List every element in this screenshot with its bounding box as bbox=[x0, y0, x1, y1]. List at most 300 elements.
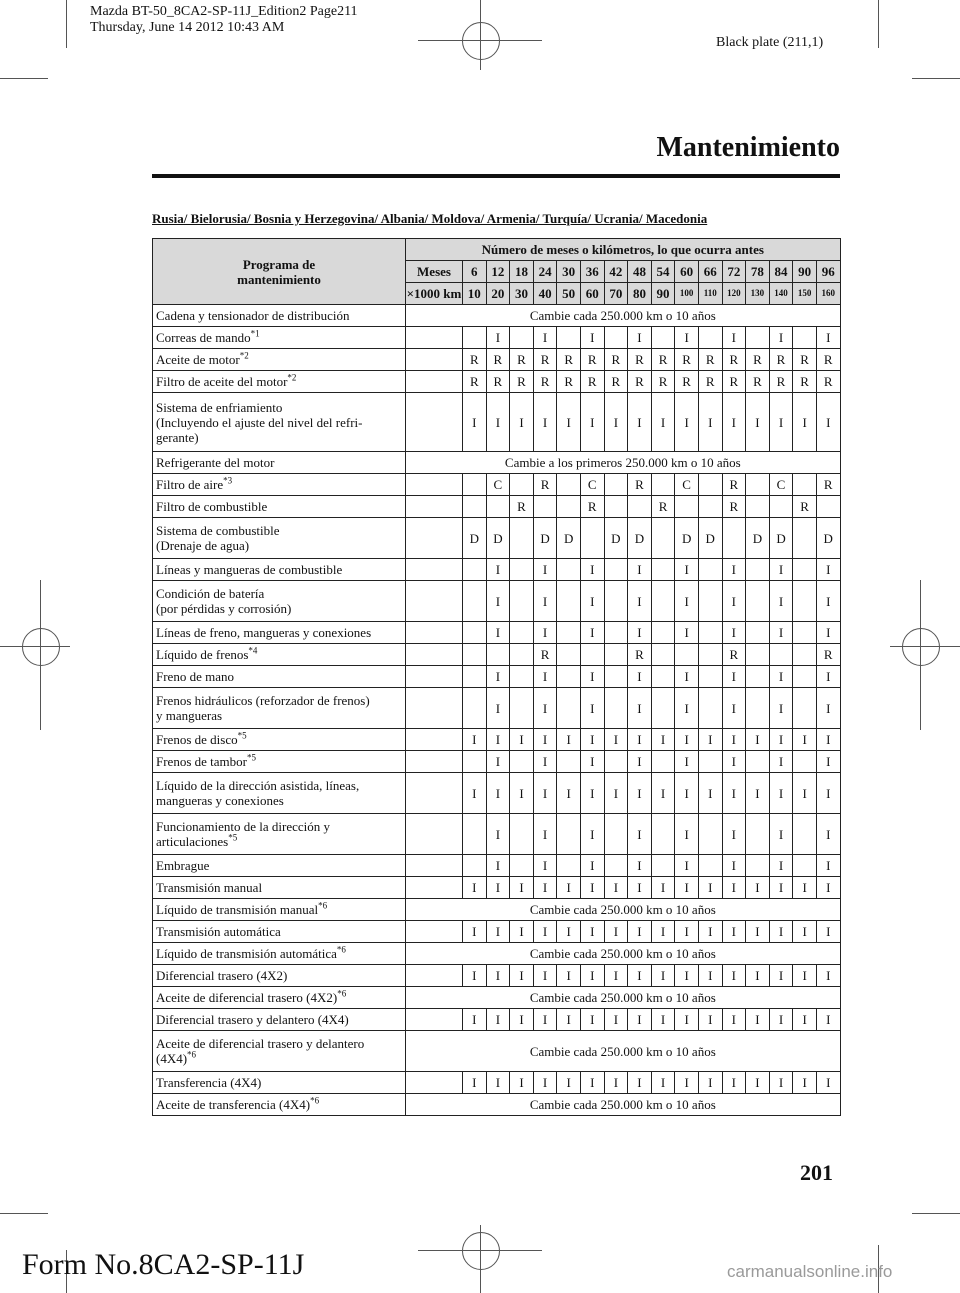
schedule-cell: I bbox=[746, 729, 770, 751]
km-header: 160 bbox=[816, 283, 840, 305]
schedule-cell bbox=[557, 474, 581, 496]
footnote-ref: *6 bbox=[337, 988, 347, 999]
km-header: 150 bbox=[793, 283, 817, 305]
schedule-cell: I bbox=[769, 877, 793, 899]
schedule-cell: I bbox=[533, 855, 557, 877]
schedule-cell bbox=[793, 327, 817, 349]
schedule-cell: I bbox=[769, 666, 793, 688]
schedule-cell: C bbox=[675, 474, 699, 496]
table-row bbox=[153, 751, 841, 773]
schedule-cell bbox=[793, 518, 817, 559]
schedule-cell: I bbox=[675, 814, 699, 855]
schedule-cell: I bbox=[580, 666, 604, 688]
maintenance-item-text: Líquido de frenos bbox=[156, 647, 249, 662]
schedule-cell: I bbox=[533, 1072, 557, 1094]
schedule-cell: I bbox=[628, 855, 652, 877]
schedule-cell bbox=[746, 644, 770, 666]
schedule-cell: I bbox=[628, 688, 652, 729]
schedule-cell bbox=[651, 559, 675, 581]
schedule-cell: I bbox=[486, 751, 510, 773]
maintenance-item bbox=[153, 773, 406, 814]
schedule-cell: I bbox=[769, 921, 793, 943]
schedule-cell: I bbox=[463, 877, 487, 899]
schedule-cell: I bbox=[628, 965, 652, 987]
maintenance-item-text: Líquido de transmisión manual bbox=[156, 902, 319, 917]
table-row bbox=[153, 581, 841, 622]
schedule-cell: I bbox=[816, 773, 840, 814]
schedule-cell bbox=[698, 327, 722, 349]
maintenance-item-text: Líneas de freno, mangueras y conexiones bbox=[156, 625, 372, 640]
schedule-cell: R bbox=[510, 349, 534, 371]
schedule-cell: I bbox=[816, 855, 840, 877]
schedule-cell bbox=[651, 855, 675, 877]
label-column-cell bbox=[406, 814, 463, 855]
schedule-cell: I bbox=[580, 393, 604, 452]
schedule-cell: R bbox=[816, 474, 840, 496]
schedule-cell: I bbox=[533, 921, 557, 943]
schedule-cell: R bbox=[793, 371, 817, 393]
schedule-cell: I bbox=[557, 877, 581, 899]
table-row bbox=[153, 644, 841, 666]
schedule-cell bbox=[510, 855, 534, 877]
km-header: 70 bbox=[604, 283, 628, 305]
schedule-cell: I bbox=[463, 1009, 487, 1031]
schedule-cell bbox=[580, 644, 604, 666]
schedule-cell: I bbox=[816, 877, 840, 899]
schedule-cell bbox=[651, 581, 675, 622]
interval-note: Cambie cada 250.000 km o 10 años bbox=[406, 943, 841, 965]
schedule-cell bbox=[463, 855, 487, 877]
km-header: 30 bbox=[510, 283, 534, 305]
footnote-ref: *6 bbox=[336, 944, 346, 955]
schedule-cell bbox=[604, 814, 628, 855]
schedule-cell: I bbox=[651, 773, 675, 814]
schedule-cell bbox=[793, 855, 817, 877]
maintenance-item bbox=[153, 751, 406, 773]
maintenance-item bbox=[153, 666, 406, 688]
schedule-cell: D bbox=[769, 518, 793, 559]
schedule-cell: I bbox=[816, 622, 840, 644]
schedule-cell bbox=[557, 666, 581, 688]
maintenance-item-text: Aceite de motor bbox=[156, 352, 240, 367]
schedule-cell: I bbox=[604, 921, 628, 943]
maintenance-item-text: Embrague bbox=[156, 858, 210, 873]
schedule-cell: R bbox=[651, 349, 675, 371]
schedule-cell: I bbox=[746, 393, 770, 452]
schedule-cell: I bbox=[510, 1072, 534, 1094]
month-header: 42 bbox=[604, 261, 628, 283]
table-row bbox=[153, 327, 841, 349]
schedule-cell bbox=[557, 644, 581, 666]
maintenance-item bbox=[153, 474, 406, 496]
schedule-cell bbox=[793, 751, 817, 773]
label-column-cell bbox=[406, 877, 463, 899]
schedule-cell bbox=[463, 622, 487, 644]
schedule-cell: I bbox=[580, 581, 604, 622]
schedule-cell bbox=[463, 688, 487, 729]
schedule-cell: I bbox=[769, 393, 793, 452]
schedule-cell: I bbox=[604, 773, 628, 814]
schedule-cell: I bbox=[675, 773, 699, 814]
maintenance-item bbox=[153, 921, 406, 943]
maintenance-item bbox=[153, 327, 406, 349]
schedule-cell bbox=[816, 496, 840, 518]
schedule-cell: I bbox=[698, 877, 722, 899]
month-header: 18 bbox=[510, 261, 534, 283]
maintenance-item-text: (Drenaje de agua) bbox=[156, 538, 250, 553]
maintenance-item-text: Sistema de enfriamiento bbox=[156, 399, 283, 415]
footnote-ref: *5 bbox=[237, 730, 247, 741]
schedule-cell: I bbox=[769, 1009, 793, 1031]
schedule-cell: I bbox=[675, 581, 699, 622]
footnote-ref: *6 bbox=[310, 1095, 320, 1106]
schedule-cell: I bbox=[533, 877, 557, 899]
schedule-cell bbox=[533, 496, 557, 518]
schedule-cell: I bbox=[557, 1072, 581, 1094]
schedule-cell bbox=[557, 559, 581, 581]
schedule-cell: R bbox=[486, 349, 510, 371]
schedule-cell: I bbox=[486, 1072, 510, 1094]
schedule-cell: I bbox=[769, 559, 793, 581]
schedule-cell: I bbox=[769, 814, 793, 855]
table-row bbox=[153, 773, 841, 814]
maintenance-item bbox=[153, 518, 406, 559]
schedule-cell: I bbox=[651, 965, 675, 987]
schedule-cell: I bbox=[675, 855, 699, 877]
month-header: 60 bbox=[675, 261, 699, 283]
schedule-cell: I bbox=[816, 581, 840, 622]
schedule-cell: I bbox=[533, 688, 557, 729]
schedule-cell: R bbox=[604, 349, 628, 371]
schedule-cell: R bbox=[816, 349, 840, 371]
schedule-cell: I bbox=[675, 666, 699, 688]
schedule-cell: I bbox=[698, 393, 722, 452]
schedule-cell: I bbox=[486, 559, 510, 581]
schedule-cell bbox=[746, 327, 770, 349]
schedule-cell bbox=[510, 751, 534, 773]
schedule-cell: I bbox=[722, 688, 746, 729]
schedule-cell: I bbox=[816, 1072, 840, 1094]
schedule-cell bbox=[793, 666, 817, 688]
km-header: 60 bbox=[580, 283, 604, 305]
schedule-cell: R bbox=[510, 371, 534, 393]
schedule-cell: I bbox=[651, 393, 675, 452]
schedule-cell bbox=[698, 474, 722, 496]
schedule-cell: I bbox=[722, 622, 746, 644]
schedule-cell: I bbox=[793, 1072, 817, 1094]
schedule-cell: R bbox=[675, 371, 699, 393]
interval-note: Cambie cada 250.000 km o 10 años bbox=[406, 1094, 841, 1116]
schedule-cell bbox=[510, 559, 534, 581]
label-column-cell bbox=[406, 921, 463, 943]
interval-header: Número de meses o kilómetros, lo que ocurra antes bbox=[406, 239, 841, 261]
table-row bbox=[153, 393, 841, 452]
table-row bbox=[153, 729, 841, 751]
footnote-ref: *1 bbox=[250, 328, 260, 339]
maintenance-item-text: Diferencial trasero y delantero (4X4) bbox=[156, 1012, 349, 1027]
schedule-cell: I bbox=[533, 327, 557, 349]
table-row bbox=[153, 474, 841, 496]
schedule-cell bbox=[746, 622, 770, 644]
schedule-cell bbox=[463, 581, 487, 622]
schedule-cell: I bbox=[793, 877, 817, 899]
schedule-cell bbox=[486, 644, 510, 666]
schedule-cell: I bbox=[816, 965, 840, 987]
footnote-ref: *5 bbox=[246, 752, 256, 763]
schedule-cell bbox=[746, 855, 770, 877]
schedule-cell: I bbox=[533, 773, 557, 814]
schedule-cell bbox=[651, 474, 675, 496]
schedule-cell: R bbox=[698, 349, 722, 371]
schedule-cell: I bbox=[698, 773, 722, 814]
schedule-cell bbox=[698, 581, 722, 622]
schedule-cell: R bbox=[698, 371, 722, 393]
form-number: Form No.8CA2-SP-11J bbox=[22, 1248, 305, 1281]
schedule-body bbox=[153, 305, 841, 1116]
schedule-cell: I bbox=[628, 581, 652, 622]
schedule-cell bbox=[463, 666, 487, 688]
schedule-cell: I bbox=[816, 1009, 840, 1031]
schedule-cell bbox=[628, 496, 652, 518]
schedule-cell: I bbox=[486, 773, 510, 814]
schedule-cell: D bbox=[675, 518, 699, 559]
plate-label: Black plate (211,1) bbox=[716, 35, 824, 50]
months-label: Meses bbox=[406, 261, 463, 283]
schedule-cell: I bbox=[580, 729, 604, 751]
schedule-cell bbox=[463, 559, 487, 581]
schedule-cell: R bbox=[722, 371, 746, 393]
schedule-cell: I bbox=[604, 1072, 628, 1094]
table-row bbox=[153, 559, 841, 581]
schedule-cell: I bbox=[628, 559, 652, 581]
schedule-cell bbox=[510, 327, 534, 349]
schedule-cell: I bbox=[510, 729, 534, 751]
schedule-cell: I bbox=[604, 1009, 628, 1031]
schedule-cell: R bbox=[675, 349, 699, 371]
schedule-cell: I bbox=[580, 559, 604, 581]
schedule-cell bbox=[793, 622, 817, 644]
schedule-cell bbox=[510, 518, 534, 559]
region-heading: Rusia/ Bielorusia/ Bosnia y Herzegovina/ Albania/ Moldova/ Armenia/ Turquía/ Ucrania/ Macedonia bbox=[152, 211, 708, 226]
schedule-cell bbox=[698, 666, 722, 688]
schedule-cell: I bbox=[510, 393, 534, 452]
schedule-cell bbox=[698, 644, 722, 666]
interval-note: Cambie cada 250.000 km o 10 años bbox=[406, 1031, 841, 1072]
schedule-cell bbox=[557, 855, 581, 877]
interval-note: Cambie cada 250.000 km o 10 años bbox=[406, 899, 841, 921]
schedule-cell: I bbox=[722, 751, 746, 773]
schedule-cell: I bbox=[533, 622, 557, 644]
schedule-cell: R bbox=[722, 496, 746, 518]
schedule-cell bbox=[651, 751, 675, 773]
table-row bbox=[153, 855, 841, 877]
schedule-cell: R bbox=[816, 371, 840, 393]
schedule-cell: I bbox=[816, 327, 840, 349]
schedule-cell: I bbox=[793, 921, 817, 943]
label-column-cell bbox=[406, 474, 463, 496]
km-label: ×1000 km bbox=[406, 283, 463, 305]
schedule-cell: I bbox=[628, 921, 652, 943]
schedule-cell bbox=[604, 622, 628, 644]
maintenance-item bbox=[153, 965, 406, 987]
schedule-cell: I bbox=[816, 751, 840, 773]
schedule-cell bbox=[557, 622, 581, 644]
month-header: 78 bbox=[746, 261, 770, 283]
maintenance-item-text: articulaciones bbox=[156, 834, 229, 849]
schedule-cell bbox=[746, 559, 770, 581]
schedule-cell bbox=[604, 581, 628, 622]
label-column-cell bbox=[406, 581, 463, 622]
schedule-cell: R bbox=[651, 496, 675, 518]
schedule-cell bbox=[604, 751, 628, 773]
schedule-cell: I bbox=[580, 877, 604, 899]
schedule-cell: I bbox=[580, 1009, 604, 1031]
label-column-cell bbox=[406, 393, 463, 452]
schedule-cell: R bbox=[533, 474, 557, 496]
label-column-cell bbox=[406, 327, 463, 349]
schedule-cell: R bbox=[793, 349, 817, 371]
schedule-cell bbox=[510, 814, 534, 855]
maintenance-item-text: Filtro de combustible bbox=[156, 499, 268, 514]
schedule-cell: R bbox=[722, 474, 746, 496]
schedule-cell bbox=[722, 518, 746, 559]
schedule-cell: I bbox=[628, 666, 652, 688]
schedule-cell: R bbox=[769, 349, 793, 371]
schedule-cell bbox=[698, 622, 722, 644]
maintenance-item-text: Frenos de tambor bbox=[156, 754, 247, 769]
schedule-cell: R bbox=[580, 371, 604, 393]
schedule-cell: I bbox=[793, 773, 817, 814]
maintenance-item-text: Correas de mando bbox=[156, 330, 251, 345]
km-header: 140 bbox=[769, 283, 793, 305]
km-header: 40 bbox=[533, 283, 557, 305]
schedule-cell: I bbox=[793, 729, 817, 751]
maintenance-item bbox=[153, 729, 406, 751]
schedule-cell: I bbox=[628, 814, 652, 855]
schedule-cell: I bbox=[675, 877, 699, 899]
table-row bbox=[153, 688, 841, 729]
label-column-cell bbox=[406, 773, 463, 814]
maintenance-item-text: Aceite de diferencial trasero (4X2) bbox=[156, 990, 338, 1005]
maintenance-item-text: Aceite de transferencia (4X4) bbox=[156, 1097, 311, 1112]
schedule-cell: I bbox=[580, 773, 604, 814]
table-row bbox=[153, 496, 841, 518]
table-row bbox=[153, 1031, 841, 1072]
maintenance-item bbox=[153, 1094, 406, 1116]
month-header: 96 bbox=[816, 261, 840, 283]
schedule-cell: I bbox=[698, 1072, 722, 1094]
table-row bbox=[153, 1072, 841, 1094]
schedule-cell bbox=[557, 496, 581, 518]
maintenance-item bbox=[153, 496, 406, 518]
schedule-cell: I bbox=[486, 327, 510, 349]
schedule-cell: I bbox=[769, 751, 793, 773]
schedule-cell bbox=[604, 327, 628, 349]
schedule-cell: I bbox=[486, 729, 510, 751]
schedule-cell: I bbox=[722, 773, 746, 814]
schedule-cell: I bbox=[533, 581, 557, 622]
schedule-cell: I bbox=[816, 729, 840, 751]
maintenance-item-text: Frenos hidráulicos (reforzador de frenos) bbox=[156, 693, 370, 708]
schedule-cell: I bbox=[628, 622, 652, 644]
schedule-cell: C bbox=[769, 474, 793, 496]
maintenance-item bbox=[153, 688, 406, 729]
schedule-cell bbox=[698, 559, 722, 581]
schedule-cell: I bbox=[486, 1009, 510, 1031]
schedule-cell bbox=[510, 666, 534, 688]
table-row bbox=[153, 899, 841, 921]
month-header: 24 bbox=[533, 261, 557, 283]
schedule-cell: I bbox=[533, 559, 557, 581]
table-row bbox=[153, 877, 841, 899]
schedule-cell: R bbox=[533, 644, 557, 666]
schedule-cell: I bbox=[746, 1072, 770, 1094]
schedule-cell: I bbox=[698, 921, 722, 943]
month-header: 30 bbox=[557, 261, 581, 283]
schedule-cell: I bbox=[628, 751, 652, 773]
schedule-cell bbox=[746, 666, 770, 688]
schedule-cell: I bbox=[510, 965, 534, 987]
schedule-cell bbox=[651, 688, 675, 729]
schedule-cell: I bbox=[580, 855, 604, 877]
maintenance-item-text: Freno de mano bbox=[156, 669, 234, 684]
schedule-cell: D bbox=[557, 518, 581, 559]
maintenance-item-text: (Incluyendo el ajuste del nivel del refri- bbox=[156, 414, 363, 430]
schedule-cell bbox=[510, 622, 534, 644]
km-header: 50 bbox=[557, 283, 581, 305]
maintenance-item bbox=[153, 1031, 406, 1072]
schedule-cell: I bbox=[463, 1072, 487, 1094]
footnote-ref: *5 bbox=[228, 832, 238, 843]
maintenance-item-text: Sistema de combustible bbox=[156, 523, 280, 538]
schedule-cell bbox=[604, 644, 628, 666]
schedule-cell: D bbox=[533, 518, 557, 559]
schedule-cell bbox=[746, 496, 770, 518]
schedule-cell: I bbox=[722, 1072, 746, 1094]
label-column-cell bbox=[406, 666, 463, 688]
schedule-cell bbox=[463, 814, 487, 855]
maintenance-item bbox=[153, 644, 406, 666]
schedule-cell: I bbox=[675, 327, 699, 349]
schedule-cell: R bbox=[510, 496, 534, 518]
schedule-cell: R bbox=[769, 371, 793, 393]
print-header bbox=[90, 4, 358, 36]
schedule-cell: C bbox=[486, 474, 510, 496]
schedule-cell: R bbox=[628, 644, 652, 666]
schedule-cell: I bbox=[722, 877, 746, 899]
schedule-cell: I bbox=[533, 751, 557, 773]
schedule-cell bbox=[651, 518, 675, 559]
month-header: 48 bbox=[628, 261, 652, 283]
schedule-cell: R bbox=[486, 371, 510, 393]
schedule-cell bbox=[604, 855, 628, 877]
footnote-ref: *6 bbox=[318, 900, 328, 911]
month-header: 72 bbox=[722, 261, 746, 283]
schedule-cell: D bbox=[746, 518, 770, 559]
maintenance-item-text: (por pérdidas y corrosión) bbox=[156, 601, 292, 616]
schedule-cell: I bbox=[769, 688, 793, 729]
km-header: 90 bbox=[651, 283, 675, 305]
schedule-cell: I bbox=[769, 327, 793, 349]
schedule-cell: I bbox=[628, 327, 652, 349]
section-divider bbox=[152, 174, 840, 178]
schedule-cell: I bbox=[675, 393, 699, 452]
schedule-cell: I bbox=[557, 729, 581, 751]
schedule-cell bbox=[746, 474, 770, 496]
schedule-cell: I bbox=[651, 877, 675, 899]
maintenance-item bbox=[153, 943, 406, 965]
schedule-cell: I bbox=[604, 965, 628, 987]
